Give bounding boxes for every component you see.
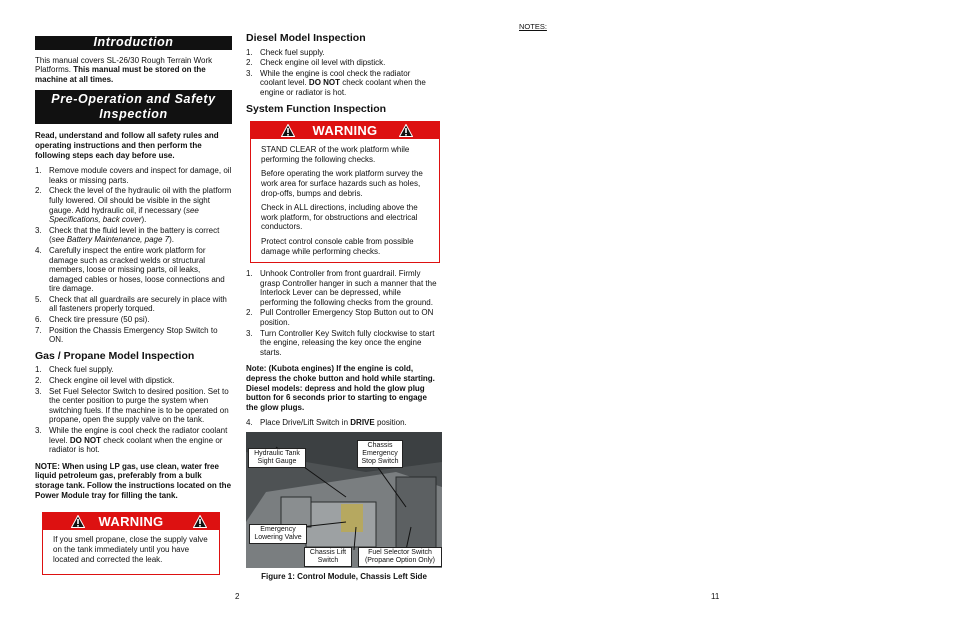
control-module-photo — [246, 432, 442, 568]
page-number-right: 11 — [711, 592, 720, 601]
gas-steps — [35, 365, 232, 454]
warning-header — [43, 513, 219, 530]
list-item: 7. Position the Chassis Emergency Stop Switch to ON. — [35, 325, 218, 345]
list-item: 3. While the engine is cool check the radiator coolant level. DO NOT check coolant when the engine or radiator is hot. — [246, 68, 426, 97]
list-item: 2. Check engine oil level with dipstick. — [35, 376, 175, 386]
warning-header — [251, 122, 439, 139]
warning-triangle-icon — [193, 515, 207, 528]
left-column — [35, 36, 232, 506]
notes-heading: NOTES: — [519, 22, 547, 31]
propane-warning-text: If you smell propane, close the supply valve on the tank immediately until you have located and corrected the leak. — [53, 535, 208, 564]
warning-paragraph: STAND CLEAR of the work platform while performing the following checks. — [261, 145, 410, 164]
warning-triangle-icon — [71, 515, 85, 528]
list-item: 1. Unhook Controller from front guardrail. Firmly grasp Controller hanger in such a manner that the Interlock Lever can be depressed, while performing the following checks from the ground. — [246, 269, 437, 307]
list-item: 1. Check fuel supply. — [246, 47, 325, 57]
warning-paragraph: Check in ALL directions, including above the work platform, for obstructions and electrical conductors. — [261, 203, 418, 232]
kubota-note: Note: (Kubota engines) If the engine is cold, depress the choke button and hold while starting. Diesel models: depress and hold the glow plug button for 6 seconds prior to starting to engage the glow plugs. — [246, 364, 435, 412]
label-fuel-selector-switch: Fuel Selector Switch (Propane Option Only) — [358, 547, 442, 567]
list-item: 1. Remove module covers and inspect for damage, oil leaks or missing parts. — [35, 166, 232, 185]
label-hydraulic-tank: Hydraulic Tank Sight Gauge — [248, 448, 306, 468]
list-item: 2. Pull Controller Emergency Stop Button out to ON position. — [246, 308, 434, 328]
warning-word: WARNING — [312, 122, 378, 138]
warning-triangle-icon — [281, 124, 295, 137]
right-column — [246, 34, 438, 435]
list-item: 2. Check engine oil level with dipstick. — [246, 58, 386, 68]
system-function-steps-cont — [246, 418, 438, 428]
warning-paragraph: Before operating the work platform survey the work area for surface hazards such as holes, drop-offs, bumps and debris. — [261, 169, 423, 198]
introduction-banner: Introduction — [35, 36, 232, 50]
warning-word: WARNING — [98, 513, 164, 529]
preop-steps — [35, 166, 232, 345]
preop-banner: Pre-Operation and Safety Inspection — [35, 90, 232, 124]
system-function-steps — [246, 269, 438, 357]
page-number-left: 2 — [235, 592, 240, 601]
list-item: 3. Turn Controller Key Switch fully clockwise to start the engine, releasing the key once the engine starts. — [246, 328, 435, 357]
list-item: 3. Set Fuel Selector Switch to desired position. Set to the center position to purge the system when switching fuels. If the machine is to be operated on propane, open the supply valve on the tank. — [35, 386, 229, 425]
label-chassis-lift-switch: Chassis Lift Switch — [304, 547, 352, 567]
propane-warning-box — [42, 512, 220, 575]
system-function-heading: System Function Inspection — [246, 102, 387, 115]
list-item: 3. Check that the fluid level in the battery is correct (see Battery Maintenance, page 7). — [35, 225, 220, 245]
list-item: 5. Check that all guardrails are securely in place with all fasteners properly torqued. — [35, 294, 227, 314]
list-item: 4. Carefully inspect the entire work platform for damage such as cracked welds or structural members, loose or missing parts, oil leaks, damaged cables or hoses, loose connections and tire damage. — [35, 245, 225, 294]
intro-paragraph: This manual covers SL-26/30 Rough Terrain Work Platforms. This manual must be stored on the machine at all times. — [35, 55, 213, 84]
list-item: 3. While the engine is cool check the radiator coolant level. DO NOT check coolant when the engine or radiator is hot. — [35, 426, 228, 455]
list-item: 1. Check fuel supply. — [35, 365, 114, 375]
gas-heading: Gas / Propane Model Inspection — [35, 349, 195, 362]
stand-clear-warning-box — [250, 121, 440, 263]
diesel-steps — [246, 48, 438, 98]
list-item: 6. Check tire pressure (50 psi). — [35, 315, 150, 325]
list-item: 2. Check the level of the hydraulic oil with the platform fully lowered. Oil should be visible in the sight gauge. Add hydraulic oil, if necessary (see Specifications, back cover). — [35, 186, 232, 225]
list-item: 4. Place Drive/Lift Switch in DRIVE position. — [246, 418, 407, 428]
diesel-heading: Diesel Model Inspection — [246, 32, 366, 44]
figure-caption: Figure 1: Control Module, Chassis Left Side — [261, 572, 427, 581]
label-chassis-stop-switch: Chassis Emergency Stop Switch — [357, 440, 403, 468]
preop-lead: Read, understand and follow all safety rules and operating instructions and then perform the following steps each day before use. — [35, 131, 219, 160]
warning-paragraph: Protect control console cable from possible damage while performing checks. — [261, 236, 414, 256]
label-emergency-lowering-valve: Emergency Lowering Valve — [249, 524, 307, 544]
lp-gas-note: NOTE: When using LP gas, use clean, water free liquid petroleum gas, preferably from a bulk storage tank. Follow the instructions located on the Power Module tray for filling the tank. — [35, 461, 232, 500]
warning-triangle-icon — [399, 124, 413, 137]
